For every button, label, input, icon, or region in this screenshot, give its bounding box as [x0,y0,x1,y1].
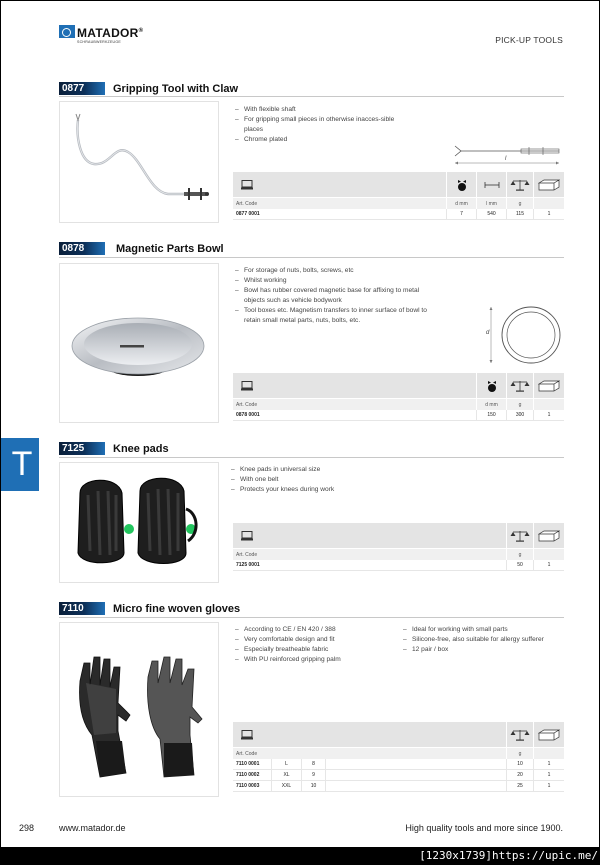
feature-list [403,625,568,655]
section-divider [59,617,564,618]
weight-icon [506,172,533,197]
product-code-badge: 0878 [59,242,105,255]
product-title: Magnetic Parts Bowl [116,243,224,255]
spec-value: 25 [506,781,533,791]
packaging-icon [533,373,564,398]
spec-value: 10 [506,759,533,769]
watermark: [1230x1739]https://upic.me/ [419,848,598,862]
art-code-value: 0878 0001 [236,412,260,418]
spec-value: 1 [533,560,564,570]
spec-value: 1 [533,209,564,219]
packaging-icon [533,523,564,548]
spec-value: 1 [533,781,564,791]
unit-label [533,399,564,410]
spec-value: 1 [533,770,564,780]
feature-list [235,105,405,145]
brand-reg-mark: ® [138,28,144,34]
feature-item: – With one belt [231,475,431,485]
art-code-header: Art. Code [236,401,258,408]
feature-item: – Whilst working [235,276,440,286]
section-divider [59,457,564,458]
feature-item: – According to CE / EN 420 / 388 [235,625,395,635]
art-code-value: 7125 0001 [236,562,260,568]
feature-item: – Especially breatheable fabric [235,645,395,655]
spec-value: 115 [506,209,533,219]
feature-list [231,465,431,495]
weight-icon [506,722,533,747]
website-link[interactable]: www.matador.de [59,823,126,833]
unit-label [533,549,564,560]
unit-label: g [506,549,533,560]
spec-table [233,722,564,792]
feature-item: – With flexible shaft [235,105,405,115]
feature-item: – Very comfortable design and fit [235,635,395,645]
art-code-icon [237,523,257,548]
matador-logo[interactable] [59,25,143,44]
spec-value: 1 [533,410,564,420]
product-image-knee-pads [59,462,219,583]
product-title: Micro fine woven gloves [113,603,241,615]
spec-value: 1 [533,759,564,769]
technical-drawing-gripping-tool [451,139,564,169]
feature-item: – Silicone-free, also suitable for allergy sufferer [403,635,568,645]
art-code-value: 7110 0003 [236,783,260,789]
art-code-value: 0877 0001 [236,211,260,217]
size-value: L [271,759,301,769]
unit-label: g [506,748,533,759]
art-code-icon [237,373,257,398]
art-code-header: Art. Code [236,551,258,558]
length-icon [476,172,506,197]
weight-icon [506,523,533,548]
spec-value: 540 [476,209,506,219]
unit-label: l mm [476,198,506,209]
art-code-icon [237,172,257,197]
spec-value: 50 [506,560,533,570]
art-code-icon [237,722,257,747]
feature-list [235,625,395,665]
product-code-badge: 7110 [59,602,105,615]
spec-value: 300 [506,410,533,420]
unit-label: g [506,198,533,209]
art-code-value: 7110 0001 [236,761,260,767]
art-code-header: Art. Code [236,200,258,207]
size-number: 9 [301,770,325,780]
feature-item: – Knee pads in universal size [231,465,431,475]
brand-subtitle: SCHRAUBWERKZEUGE [77,40,121,44]
technical-drawing-parts-bowl [484,304,564,368]
dimension-label: d [486,330,490,336]
section-tab-letter: T [11,445,33,483]
feature-item: – For storage of nuts, bolts, screws, etc [235,266,440,276]
table-row[interactable] [233,209,564,220]
feature-list [235,266,440,326]
packaging-icon [533,722,564,747]
feature-item: – For gripping small pieces in otherwise inacces-sible places [235,115,405,135]
product-image-gloves [59,622,219,797]
product-title: Gripping Tool with Claw [113,83,239,95]
feature-item: – With PU reinforced gripping palm [235,655,395,665]
page-number: 298 [19,823,35,833]
size-number: 8 [301,759,325,769]
product-image-gripping-tool [59,101,219,223]
diameter-icon [476,373,506,398]
size-value: XL [271,770,301,780]
category-title: PICK-UP TOOLS [495,35,563,45]
feature-item: – 12 pair / box [403,645,568,655]
table-row[interactable] [233,560,564,571]
product-code-badge: 0877 [59,82,105,95]
table-row[interactable] [233,781,564,792]
unit-label: d mm [476,399,506,410]
spec-table [233,373,564,421]
table-row[interactable] [233,759,564,770]
feature-item: – Chrome plated [235,135,405,145]
feature-item: – Protects your knees during work [231,485,431,495]
unit-label: g [506,399,533,410]
unit-label [533,198,564,209]
diameter-icon [446,172,476,197]
table-row[interactable] [233,410,564,421]
feature-item: – Bowl has rubber covered magnetic base for affixing to metal objects such as vehicle bodywork [235,286,440,306]
section-divider [59,96,564,97]
spec-table [233,172,564,220]
dimension-label: l [505,156,507,162]
art-code-value: 7110 0002 [236,772,260,778]
size-value: XXL [271,781,301,791]
spec-value: 7 [446,209,476,219]
feature-item: – Tool boxes etc. Magnetism transfers to inner surface of bowl to retain small metal parts, nuts, bolts, etc. [235,306,440,326]
spec-table [233,523,564,571]
logo-icon [59,25,75,38]
brand-name: MATADOR [77,26,139,40]
spec-value: 20 [506,770,533,780]
unit-label [533,748,564,759]
footer-tagline: High quality tools and more since 1900. [405,823,563,833]
catalog-page [1,1,599,847]
art-code-header: Art. Code [236,750,258,757]
product-image-parts-bowl [59,263,219,423]
table-row[interactable] [233,770,564,781]
packaging-icon [533,172,564,197]
section-divider [59,257,564,258]
weight-icon [506,373,533,398]
product-title: Knee pads [113,443,169,455]
section-tab-t[interactable] [1,438,39,491]
product-code-badge: 7125 [59,442,105,455]
size-number: 10 [301,781,325,791]
spec-value: 150 [476,410,506,420]
unit-label: d mm [446,198,476,209]
feature-item: – Ideal for working with small parts [403,625,568,635]
